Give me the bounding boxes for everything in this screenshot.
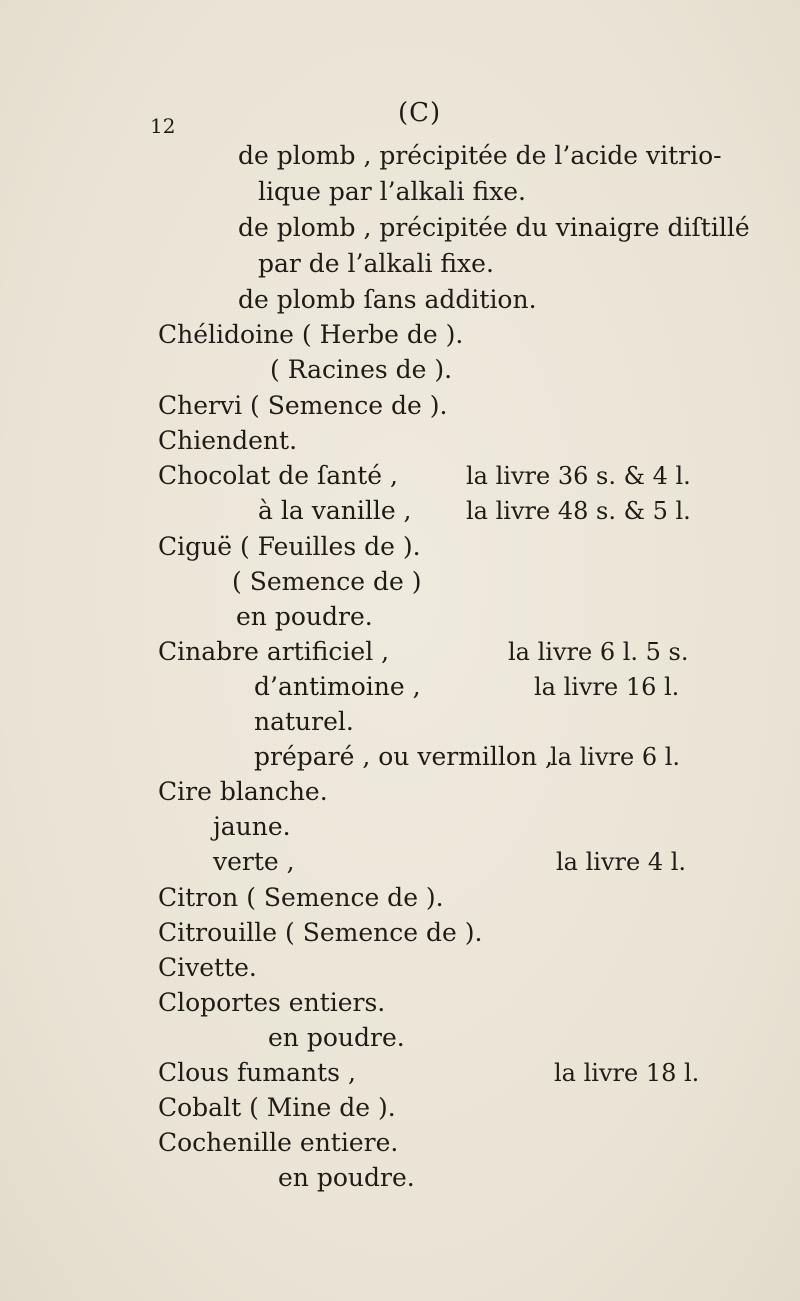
entry-line: Chiendent.	[158, 426, 298, 455]
entry-line: Clous fumants ,	[158, 1058, 356, 1087]
entry-line: d’antimoine ,	[254, 672, 421, 701]
price-label: la livre 16 l.	[534, 673, 680, 701]
entry-line: de plomb ſans addition.	[238, 285, 537, 314]
entry-line: Cochenille entiere.	[158, 1128, 399, 1157]
entry-line: ( Semence de )	[232, 567, 422, 596]
entry-line: Citrouille ( Semence de ).	[158, 918, 483, 947]
entry-line: préparé , ou vermillon ,	[254, 742, 553, 771]
entry-line: Chocolat de ſanté ,	[158, 461, 398, 490]
entry-line: en poudre.	[236, 602, 373, 631]
entry-line: Ciguë ( Feuilles de ).	[158, 532, 421, 561]
entry-line: Cinabre artificiel ,	[158, 637, 390, 666]
entry-line: Cobalt ( Mine de ).	[158, 1093, 396, 1122]
page-number: 12	[150, 114, 176, 138]
entry-line: Cire blanche.	[158, 777, 328, 806]
entry-line: verte ,	[213, 847, 295, 876]
entry-line: ( Racines de ).	[270, 355, 453, 384]
entry-line: naturel.	[254, 707, 354, 736]
price-label: la livre 48 s. & 5 l.	[466, 497, 691, 525]
entry-line: Chervi ( Semence de ).	[158, 391, 448, 420]
section-letter: (C)	[398, 98, 442, 128]
entry-line: de plomb , précipitée du vinaigre diſtillé	[238, 213, 750, 242]
entry-line: à la vanille ,	[258, 496, 412, 525]
entry-line: Cloportes entiers.	[158, 988, 386, 1017]
entry-line: lique par l’alkali fixe.	[258, 177, 526, 206]
entry-line: par de l’alkali fixe.	[258, 249, 494, 278]
entry-line: en poudre.	[268, 1023, 405, 1052]
entry-line: Citron ( Semence de ).	[158, 883, 444, 912]
price-label: la livre 18 l.	[554, 1059, 700, 1087]
entry-line: jaune.	[213, 812, 291, 841]
price-label: la livre 36 s. & 4 l.	[466, 462, 691, 490]
entry-line: en poudre.	[278, 1163, 415, 1192]
price-label: la livre 6 l.	[550, 743, 681, 771]
price-label: la livre 4 l.	[556, 848, 687, 876]
entry-line: de plomb , précipitée de l’acide vitrio-	[238, 141, 722, 170]
price-label: la livre 6 l. 5 s.	[508, 638, 689, 666]
entry-line: Civette.	[158, 953, 257, 982]
entry-line: Chélidoine ( Herbe de ).	[158, 320, 464, 349]
